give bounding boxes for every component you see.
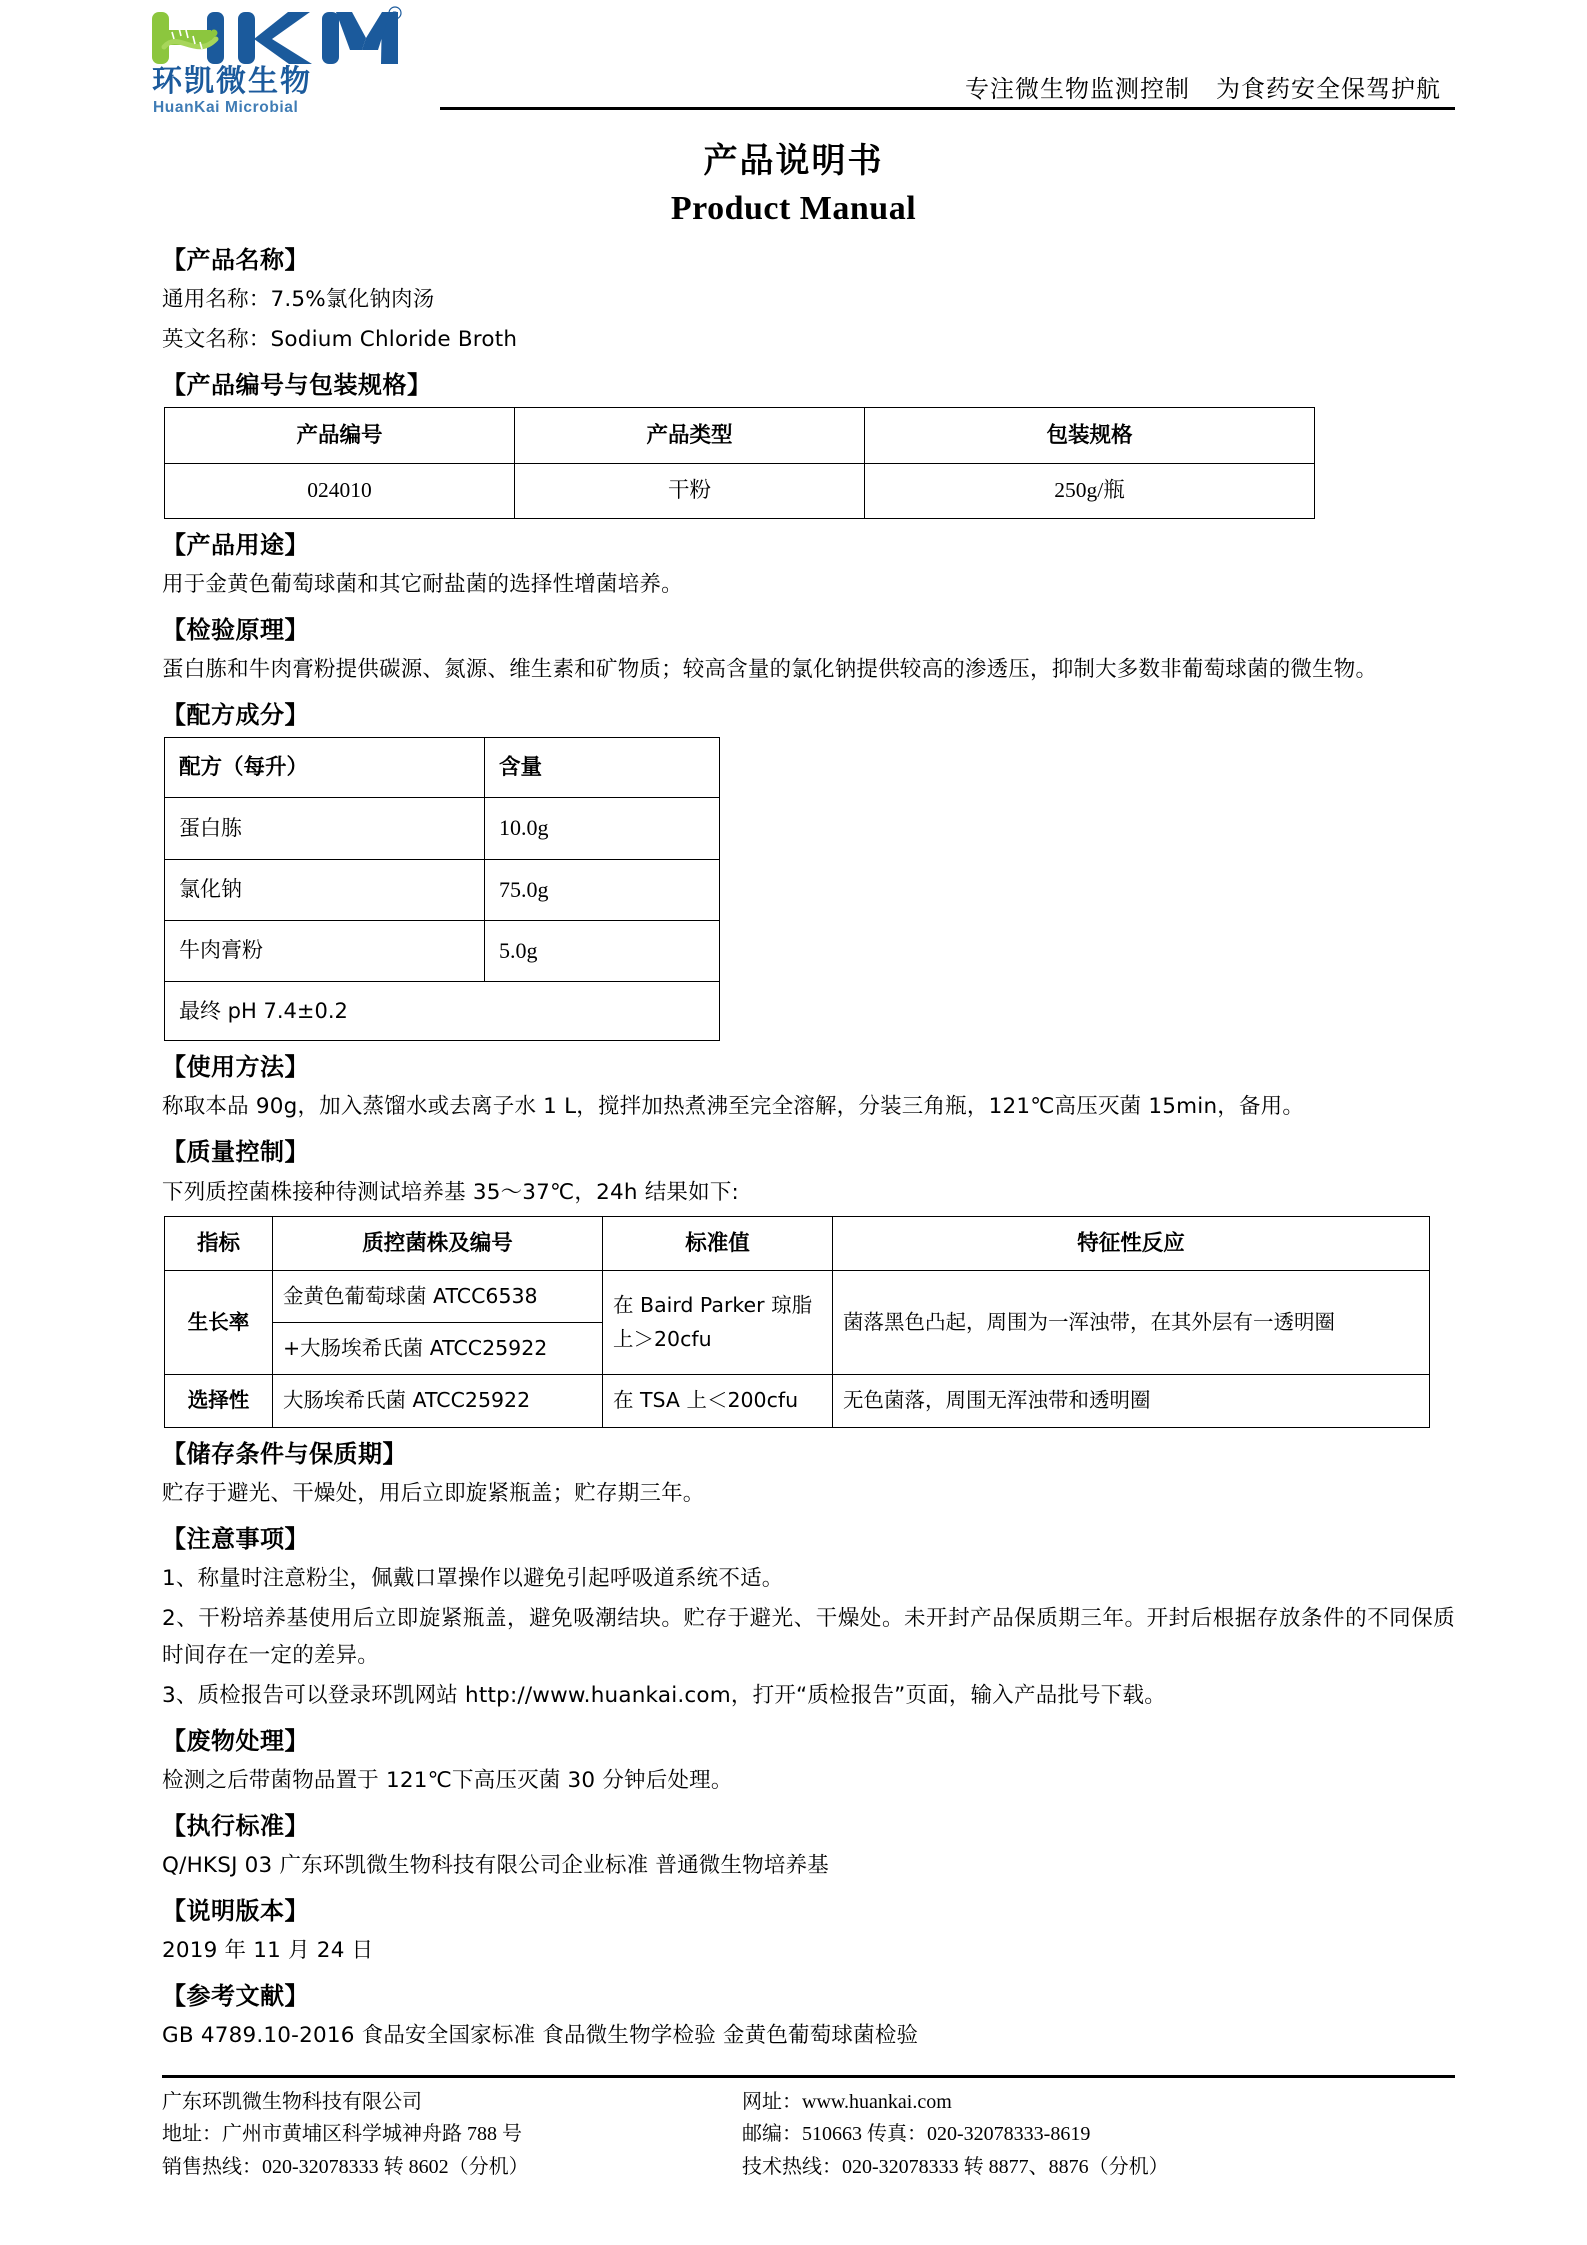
section-heading-storage: 【储存条件与保质期】 [162,1439,407,1468]
table-header-row [165,408,1315,464]
logo-company-name-en: HuanKai Microbial [153,98,299,116]
waste-disposal-text: 检测之后带菌物品置于 121℃下高压灭菌 30 分钟后处理。 [162,1767,733,1793]
table-row [165,1270,1430,1322]
usage-text: 称取本品 90g，加入蒸馏水或去离子水 1 L，搅拌加热煮沸至完全溶解，分装三角瓶，121℃高压灭菌 15min，备用。 [162,1094,1305,1120]
section-heading-purpose: 【产品用途】 [162,530,309,559]
column-header-package-spec: 包装规格 [865,408,1315,464]
section-heading-version: 【说明版本】 [162,1897,309,1926]
product-generic-name-label: 通用名称： [162,286,271,312]
footer-column-left [162,2086,742,2183]
cell-ingredient-name: 氯化钠 [165,859,485,920]
svg-text:R: R [392,9,398,19]
product-english-name-label: 英文名称： [162,326,271,352]
section-heading-formula: 【配方成分】 [162,700,309,729]
storage-text: 贮存于避光、干燥处，用后立即旋紧瓶盖；贮存期三年。 [162,1480,705,1506]
document-content [0,245,1587,2056]
page-header [0,0,1587,118]
footer-website: 网址：www.huankai.com [742,2090,952,2113]
quality-control-table [164,1216,1430,1428]
cell-strain-2: +大肠埃希氏菌 ATCC25922 [273,1323,603,1375]
cell-final-ph: 最终 pH 7.4±0.2 [165,981,720,1041]
cell-ingredient-amount: 10.0g [485,798,720,859]
column-header-content: 含量 [485,738,720,798]
section-heading-principle: 【检验原理】 [162,615,309,644]
section-heading-reference: 【参考文献】 [162,1982,309,2011]
table-row [165,920,720,981]
cell-strain-1: 金黄色葡萄球菌 ATCC6538 [273,1270,603,1322]
cell-reaction-growth-rate: 菌落黑色凸起，周围为一浑浊带，在其外层有一透明圈 [833,1270,1430,1374]
hkm-logo-icon [150,6,402,68]
footer-address: 地址：广州市黄埔区科学城神舟路 788 号 [162,2123,522,2146]
section-heading-waste-disposal: 【废物处理】 [162,1726,309,1755]
cell-product-code: 024010 [165,464,515,518]
cell-reaction-selectivity: 无色菌落，周围无浑浊带和透明圈 [833,1375,1430,1427]
product-generic-name-line [162,282,1455,319]
document-title-block [0,140,1587,231]
section-heading-usage: 【使用方法】 [162,1053,309,1082]
column-header-product-type: 产品类型 [515,408,865,464]
footer-contact-grid [162,2086,1455,2183]
reference-text: GB 4789.10-2016 食品安全国家标准 食品微生物学检验 金黄色葡萄球菌检验 [162,2023,919,2049]
product-generic-name-value: 7.5%氯化钠肉汤 [270,286,435,312]
footer-sales-hotline: 销售热线：020-32078333 转 8602（分机） [162,2155,529,2178]
precaution-item: 2、干粉培养基使用后立即旋紧瓶盖，避免吸潮结块。贮存于避光、干燥处。未开封产品保质期三年。开封后根据存放条件的不同保质时间存在一定的差异。 [162,1605,1455,1668]
product-english-name-value: Sodium Chloride Broth [270,326,518,352]
cell-strain-selectivity: 大肠埃希氏菌 ATCC25922 [273,1375,603,1427]
column-header-standard: 标准值 [603,1216,833,1270]
table-row [165,798,720,859]
header-tagline-area [420,69,1455,118]
cell-standard-growth-rate: 在 Baird Parker 琼脂上＞20cfu [603,1270,833,1374]
cell-package-spec: 250g/瓶 [865,464,1315,518]
cell-metric-growth-rate: 生长率 [165,1270,273,1374]
section-heading-precautions: 【注意事项】 [162,1524,309,1553]
column-header-metric: 指标 [165,1216,273,1270]
footer-divider [162,2075,1455,2078]
cell-standard-selectivity: 在 TSA 上＜200cfu [603,1375,833,1427]
cell-metric-selectivity: 选择性 [165,1375,273,1427]
column-header-product-code: 产品编号 [165,408,515,464]
footer-column-right [742,2086,1455,2183]
section-heading-product-code: 【产品编号与包装规格】 [162,370,432,399]
table-row-ph [165,981,720,1041]
precaution-item: 1、称量时注意粉尘，佩戴口罩操作以避免引起呼吸道系统不适。 [162,1565,784,1591]
precaution-item: 3、质检报告可以登录环凯网站 http://www.huankai.com，打开“质检报告”页面，输入产品批号下载。 [162,1682,1166,1708]
quality-control-intro: 下列质控菌株接种待测试培养基 35～37℃，24h 结果如下: [162,1179,739,1205]
standard-text: Q/HKSJ 03 广东环凯微生物科技有限公司企业标准 普通微生物培养基 [162,1853,829,1879]
header-divider [440,107,1455,110]
logo-company-name-cn: 环凯微生物 [152,64,312,100]
table-header-row [165,738,720,798]
table-row [165,1375,1430,1427]
tagline-part-1: 专注微生物监测控制 [965,75,1190,103]
purpose-text: 用于金黄色葡萄球菌和其它耐盐菌的选择性增菌培养。 [162,571,683,597]
formula-composition-table [164,737,720,1041]
tagline-part-2: 为食药安全保驾护航 [1216,75,1441,103]
footer-postcode-fax: 邮编：510663 传真：020-32078333-8619 [742,2123,1091,2146]
column-header-strain: 质控菌株及编号 [273,1216,603,1270]
section-heading-product-name: 【产品名称】 [162,245,309,274]
section-heading-standard: 【执行标准】 [162,1811,309,1840]
column-header-reaction: 特征性反应 [833,1216,1430,1270]
column-header-formula: 配方（每升） [165,738,485,798]
page-title-en: Product Manual [670,189,917,227]
section-heading-quality-control: 【质量控制】 [162,1138,309,1167]
cell-product-type: 干粉 [515,464,865,518]
table-header-row [165,1216,1430,1270]
table-row [165,464,1315,518]
cell-ingredient-name: 蛋白胨 [165,798,485,859]
cell-ingredient-name: 牛肉膏粉 [165,920,485,981]
version-text: 2019 年 11 月 24 日 [162,1938,374,1964]
table-row [165,859,720,920]
principle-text: 蛋白胨和牛肉膏粉提供碳源、氮源、维生素和矿物质；较高含量的氯化钠提供较高的渗透压，抑制大多数非葡萄球菌的微生物。 [162,656,1378,682]
page-footer [162,2075,1455,2183]
cell-ingredient-amount: 75.0g [485,859,720,920]
product-code-table [164,407,1315,519]
page-title-cn: 产品说明书 [703,141,884,181]
cell-ingredient-amount: 5.0g [485,920,720,981]
company-logo [150,6,420,118]
footer-company-name: 广东环凯微生物科技有限公司 [162,2090,422,2113]
product-english-name-line [162,322,1455,359]
footer-tech-hotline: 技术热线：020-32078333 转 8877、8876（分机） [742,2155,1169,2178]
